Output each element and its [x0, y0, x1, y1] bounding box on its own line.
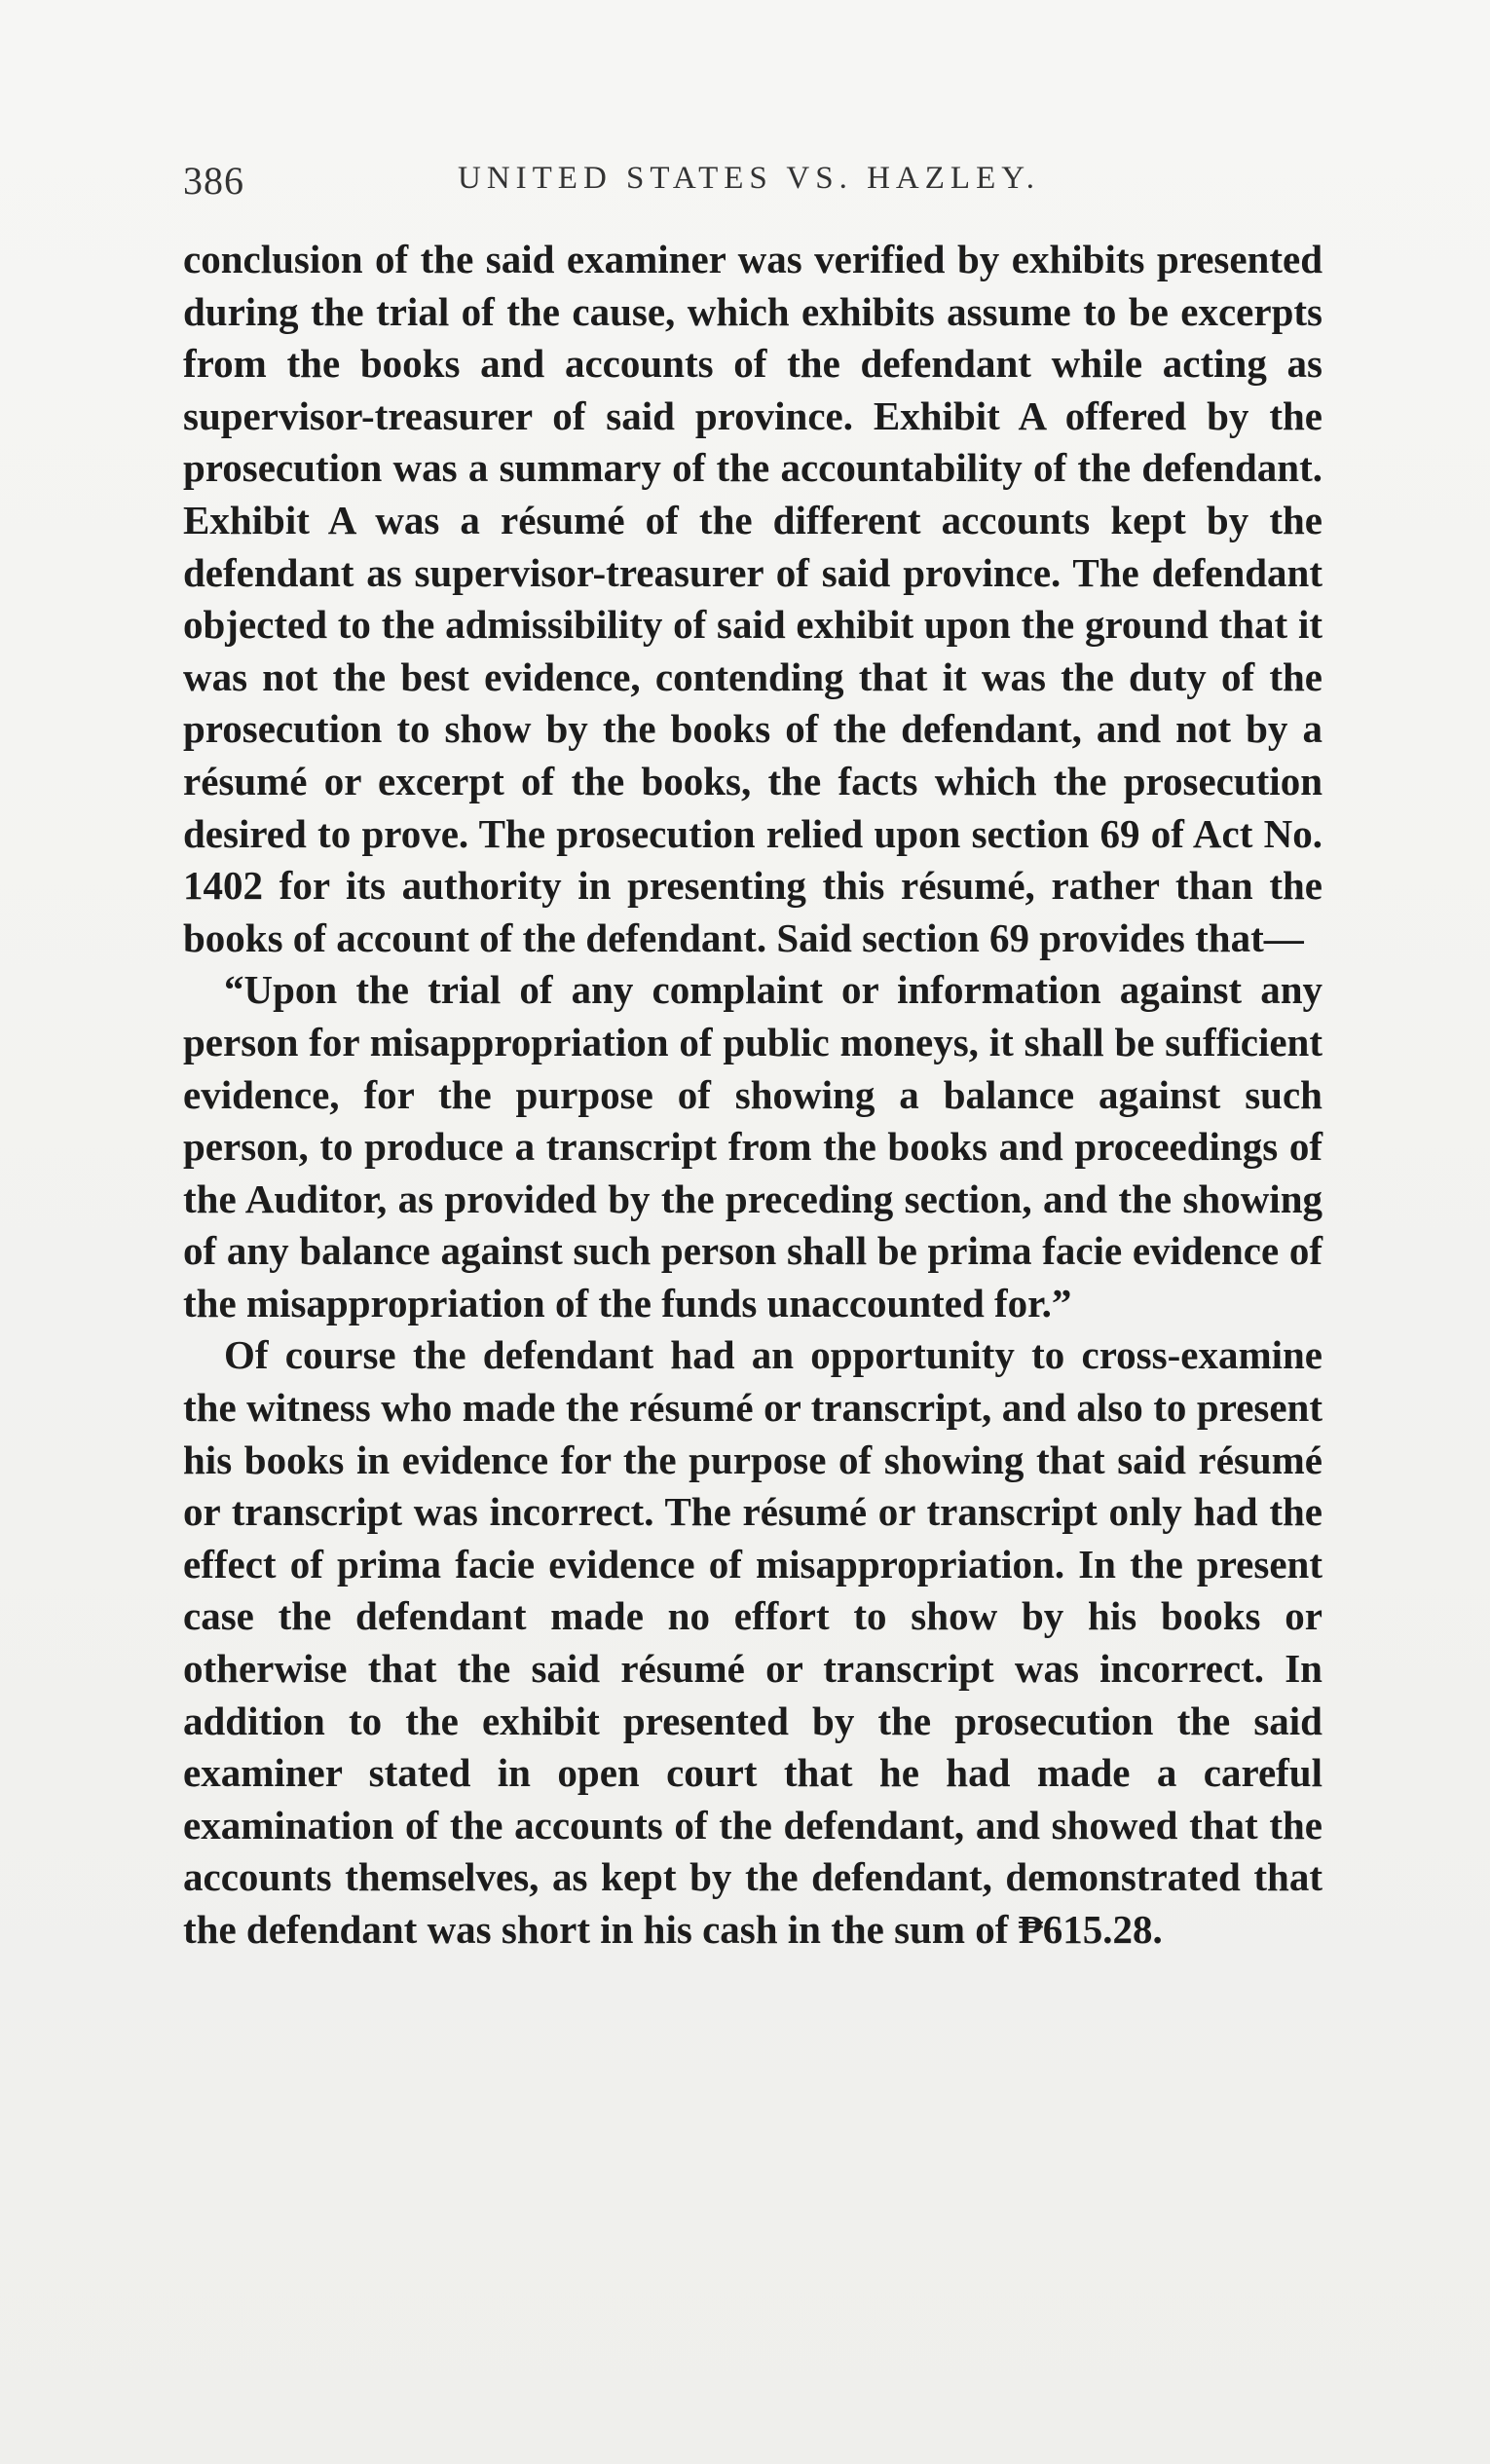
statute-quotation: “Upon the trial of any complaint or information against any person for misappropriation of public moneys, it shall be sufficient evidence, for the purpose of showing a balance against such person, to produce a transcript from the books and proceedings of the Auditor, as provided by the preceding section, and the showing of any balance against such person shall be prima facie evidence of the misappropriation of the funds unaccounted for.” [183, 967, 1322, 1325]
page-number: 386 [183, 159, 244, 203]
closing-paragraph: Of course the defendant had an opportunity to cross-examine the witness who made the résumé or transcript, and also to present his books in evidence for the purpose of showing that said résumé or transcript was incorrect. The résumé or transcript only had the effect of prima facie evidence of misappropriation. In the present case the defendant made no effort to show by his books or otherwise that the said résumé or transcript was incorrect. In addition to the exhibit presented by the prosecution the said examiner stated in open court that he had made a careful examination of the accounts of the defendant, and showed that the accounts themselves, as kept by the defendant, demonstrated that the defendant was short in his cash in the sum of ₱615.28. [183, 1332, 1322, 1952]
running-title: UNITED STATES VS. HAZLEY. [458, 161, 1041, 196]
opening-paragraph: conclusion of the said examiner was verified by exhibits presented during the trial of the cause, which exhibits assume to be excerpts from the books and accounts of the defendant while acting as supervisor-treasurer of said province. Exhibit A offered by the prosecution was a summary of the accountability of the defendant. Exhibit A was a résumé of the different accounts kept by the defendant as supervisor-treasurer of said province. The defendant objected to the admissibility of said exhibit upon the ground that it was not the best evidence, contending that it was the duty of the prosecution to show by the books of the defendant, and not by a résumé or excerpt of the books, the facts which the prosecution desired to prove. The prosecution relied upon section 69 of Act No. 1402 for its authority in presenting this résumé, rather than the books of account of the defendant. Said section 69 provides that— [183, 237, 1322, 960]
body-text [183, 234, 1322, 1957]
